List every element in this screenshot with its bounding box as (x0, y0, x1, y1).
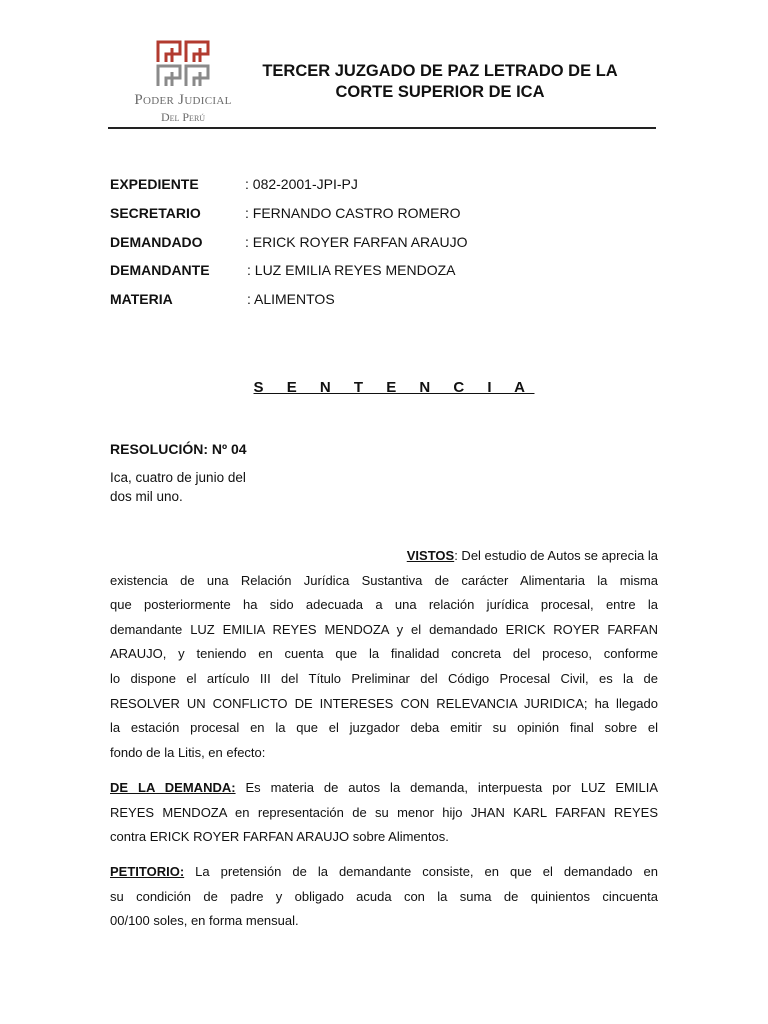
resolution-number: RESOLUCIÓN: Nº 04 (110, 441, 247, 457)
field-value: : ERICK ROYER FARFAN ARAUJO (245, 234, 468, 250)
paragraph-text: : Del estudio de Autos se aprecia la (454, 548, 658, 563)
section-lead-petitorio: PETITORIO: (110, 864, 185, 879)
field-value: : LUZ EMILIA REYES MENDOZA (247, 262, 456, 278)
section-lead-vistos: VISTOS (406, 548, 455, 563)
court-title-line-2: CORTE SUPERIOR DE ICA (335, 83, 545, 101)
paragraph-line: existencia de una Relación Jurídica Sustantiva de carácter Alimentaria la misma (110, 572, 658, 588)
field-value: : 082-2001-JPI-PJ (245, 176, 358, 192)
paragraph-line: REYES MENDOZA en representación de su menor hijo JHAN KARL FARFAN REYES (110, 804, 658, 820)
field-value: : FERNANDO CASTRO ROMERO (245, 205, 461, 221)
section-lead-demanda: DE LA DEMANDA: (110, 780, 236, 795)
paragraph-line: la estación procesal en la que el juzgador deba emitir su opinión final sobre el (110, 720, 658, 736)
poder-judicial-logo (118, 40, 248, 126)
paragraph-text: La pretensión de la demandante consiste, en que el demandado en (184, 864, 658, 879)
paragraph-line (110, 544, 658, 569)
court-title (255, 61, 625, 103)
paragraph-line: su condición de padre y obligado acuda con la suma de quinientos cincuenta (110, 888, 658, 904)
field-value: : ALIMENTOS (247, 291, 335, 307)
paragraph-line: 00/100 soles, en forma mensual. (110, 913, 299, 929)
field-label: SECRETARIO (110, 205, 201, 221)
paragraph-line: demandante LUZ EMILIA REYES MENDOZA y el demandado ERICK ROYER FARFAN (110, 621, 658, 637)
paragraph-petitorio (110, 860, 658, 934)
paragraph-line: lo dispone el artículo III del Título Preliminar del Código Procesal Civil, es la de (110, 670, 658, 686)
paragraph-line: RESOLVER UN CONFLICTO DE INTERESES CON RELEVANCIA JURIDICA; ha llegado (110, 695, 658, 711)
field-label: DEMANDANTE (110, 262, 210, 278)
poder-judicial-emblem-icon (156, 40, 212, 88)
field-label: MATERIA (110, 291, 173, 307)
field-label: EXPEDIENTE (110, 176, 199, 192)
paragraph-line: fondo de la Litis, en efecto: (110, 744, 266, 760)
paragraph-demanda (110, 776, 658, 850)
sentencia-heading: S E N T E N C I A (253, 379, 535, 396)
paragraph-line: contra ERICK ROYER FARFAN ARAUJO sobre Alimentos. (110, 829, 449, 845)
paragraph-line: que posteriormente ha sido adecuada a una relación jurídica procesal, entre la (110, 597, 658, 613)
paragraph-line: ARAUJO, y teniendo en cuenta que la finalidad concreta del proceso, conforme (110, 646, 658, 662)
paragraph-line (110, 776, 658, 801)
paragraph-text: Es materia de autos la demanda, interpuesta por LUZ EMILIA (235, 780, 658, 795)
paragraph-vistos (110, 544, 658, 765)
date-line-2: dos mil uno. (110, 489, 183, 504)
field-label: DEMANDADO (110, 234, 203, 250)
logo-text-poder-judicial: Poder Judicial (134, 92, 232, 108)
header-divider (108, 127, 656, 129)
logo-text-del-peru: Del Perú (160, 110, 206, 124)
date-line-1: Ica, cuatro de junio del (110, 470, 246, 485)
court-title-line-1: TERCER JUZGADO DE PAZ LETRADO DE LA (262, 62, 618, 80)
paragraph-line (110, 860, 658, 885)
